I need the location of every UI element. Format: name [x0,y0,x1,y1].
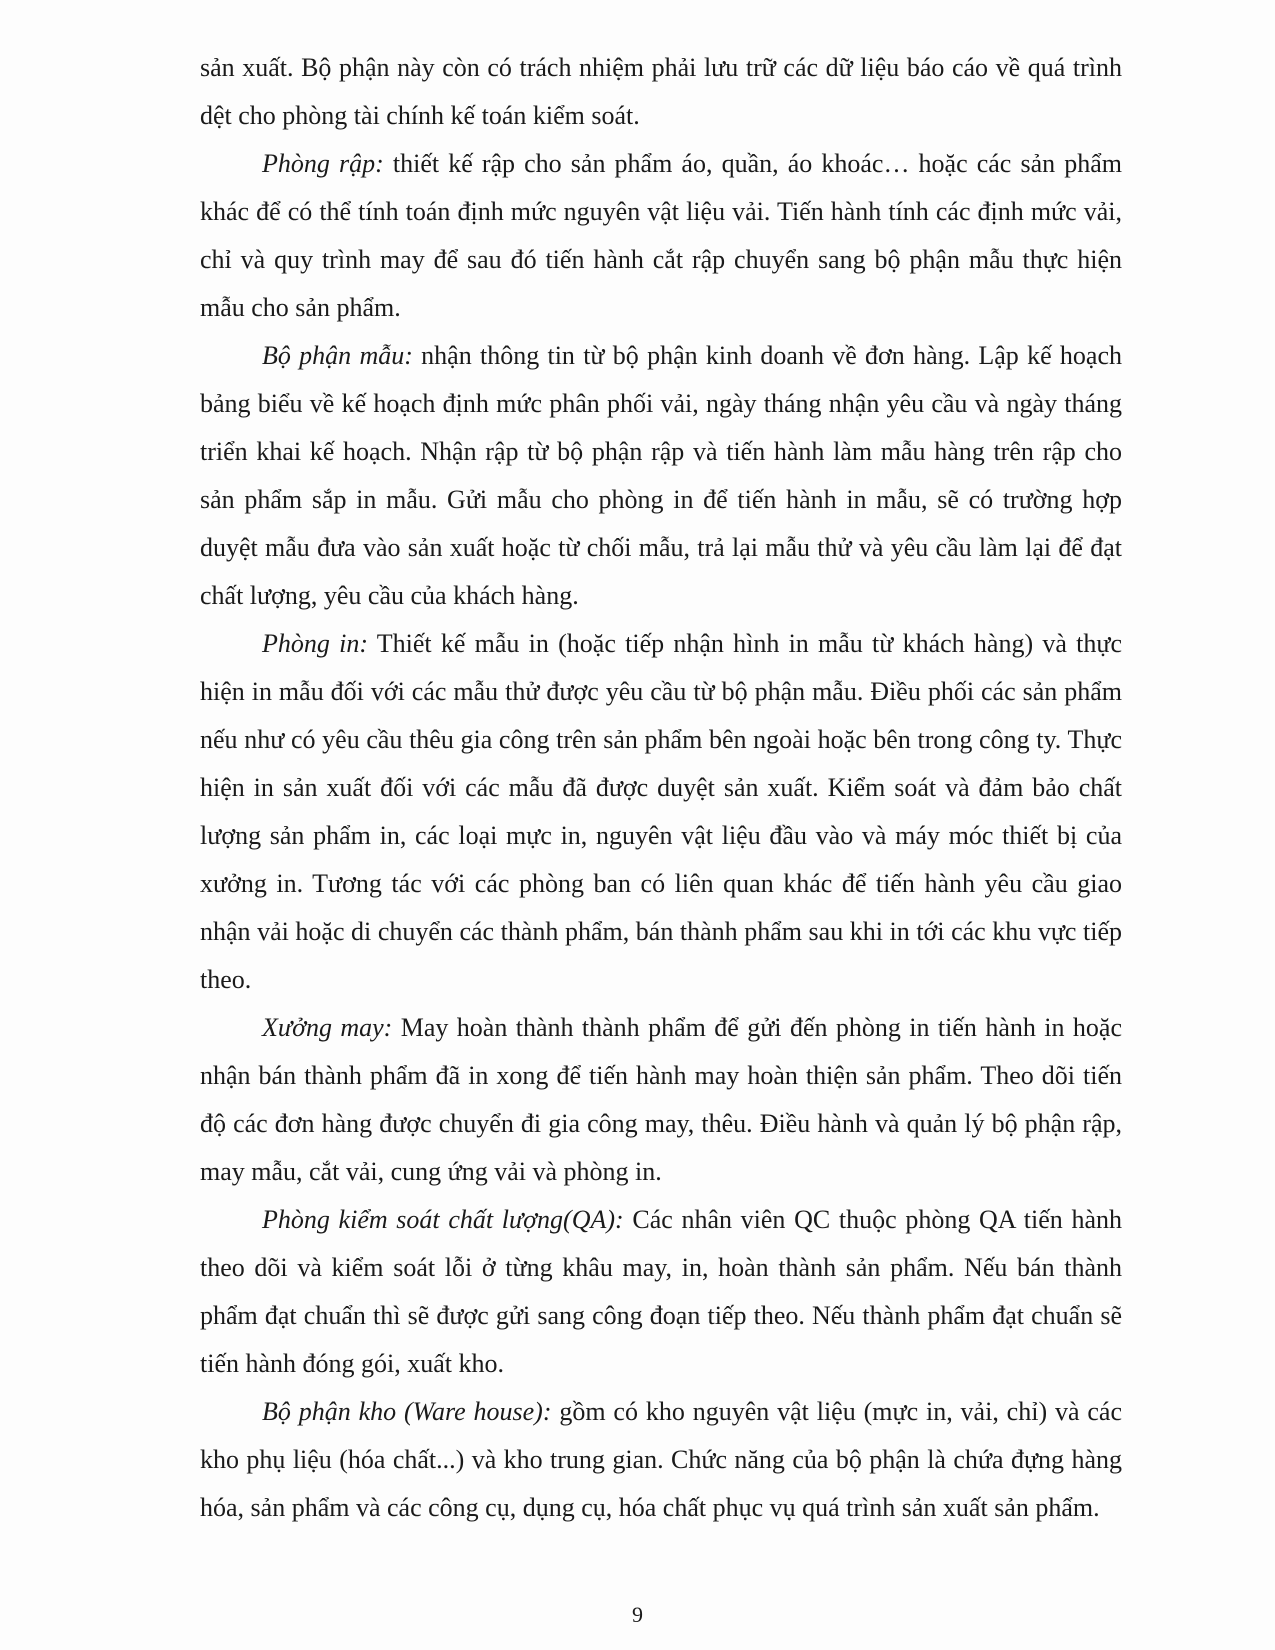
paragraph-phong-in [200,620,1122,1004]
paragraph-term: Phòng kiểm soát chất lượng(QA): [262,1205,624,1234]
paragraph-phong-qa [200,1196,1122,1388]
paragraph-text: May hoàn thành thành phẩm để gửi đến phòng in tiến hành in hoặc nhận bán thành phẩm đã in xong để tiến hành may hoàn thiện sản phẩm. Theo dõi tiến độ các đơn hàng được chuyển đi gia công may, thêu. Điều hành và quản lý bộ phận rập, may mẫu, cắt vải, cung ứng vải và phòng in. [200,1013,1122,1186]
paragraph-term: Phòng rập: [262,149,384,178]
paragraph-text: gồm có kho nguyên vật liệu (mực in, vải, chỉ) và các kho phụ liệu (hóa chất...) và kho trung gian. Chức năng của bộ phận là chứa đựng hàng hóa, sản phẩm và các công cụ, dụng cụ, hóa chất phục vụ quá trình sản xuất sản phẩm. [200,1397,1122,1522]
page-number: 9 [632,1602,643,1627]
paragraph-term: Phòng in: [262,629,369,658]
paragraph-text: sản xuất. Bộ phận này còn có trách nhiệm phải lưu trữ các dữ liệu báo cáo về quá trình dệt cho phòng tài chính kế toán kiểm soát. [200,53,1122,130]
paragraph-text: Các nhân viên QC thuộc phòng QA tiến hành theo dõi và kiểm soát lỗi ở từng khâu may, in, hoàn thành sản phẩm. Nếu bán thành phẩm đạt chuẩn thì sẽ được gửi sang công đoạn tiếp theo. Nếu thành phẩm đạt chuẩn sẽ tiến hành đóng gói, xuất kho. [200,1205,1122,1378]
paragraph-text: Thiết kế mẫu in (hoặc tiếp nhận hình in mẫu từ khách hàng) và thực hiện in mẫu đối với các mẫu thử được yêu cầu từ bộ phận mẫu. Điều phối các sản phẩm nếu như có yêu cầu thêu gia công trên sản phẩm bên ngoài hoặc bên trong công ty. Thực hiện in sản xuất đối với các mẫu đã được duyệt sản xuất. Kiểm soát và đảm bảo chất lượng sản phẩm in, các loại mực in, nguyên vật liệu đầu vào và máy móc thiết bị của xưởng in. Tương tác với các phòng ban có liên quan khác để tiến hành yêu cầu giao nhận vải hoặc di chuyển các thành phẩm, bán thành phẩm sau khi in tới các khu vực tiếp theo. [200,629,1122,994]
paragraph-term: Bộ phận kho (Ware house): [262,1397,552,1426]
paragraph-text: nhận thông tin từ bộ phận kinh doanh về đơn hàng. Lập kế hoạch bảng biểu về kế hoạch định mức phân phối vải, ngày tháng nhận yêu cầu và ngày tháng triển khai kế hoạch. Nhận rập từ bộ phận rập và tiến hành làm mẫu hàng trên rập cho sản phẩm sắp in mẫu. Gửi mẫu cho phòng in để tiến hành in mẫu, sẽ có trường hợp duyệt mẫu đưa vào sản xuất hoặc từ chối mẫu, trả lại mẫu thử và yêu cầu làm lại để đạt chất lượng, yêu cầu của khách hàng. [200,341,1122,610]
paragraph-intro-continuation [200,44,1122,140]
paragraph-text: thiết kế rập cho sản phẩm áo, quần, áo khoác… hoặc các sản phẩm khác để có thể tính toán định mức nguyên vật liệu vải. Tiến hành tính các định mức vải, chỉ và quy trình may để sau đó tiến hành cắt rập chuyển sang bộ phận mẫu thực hiện mẫu cho sản phẩm. [200,149,1122,322]
paragraph-xuong-may [200,1004,1122,1196]
body-text [200,44,1122,1532]
paragraph-bo-phan-kho [200,1388,1122,1532]
paragraph-term: Xưởng may: [262,1013,393,1042]
paragraph-phong-rap [200,140,1122,332]
paragraph-bo-phan-mau [200,332,1122,620]
paragraph-term: Bộ phận mẫu: [262,341,413,370]
